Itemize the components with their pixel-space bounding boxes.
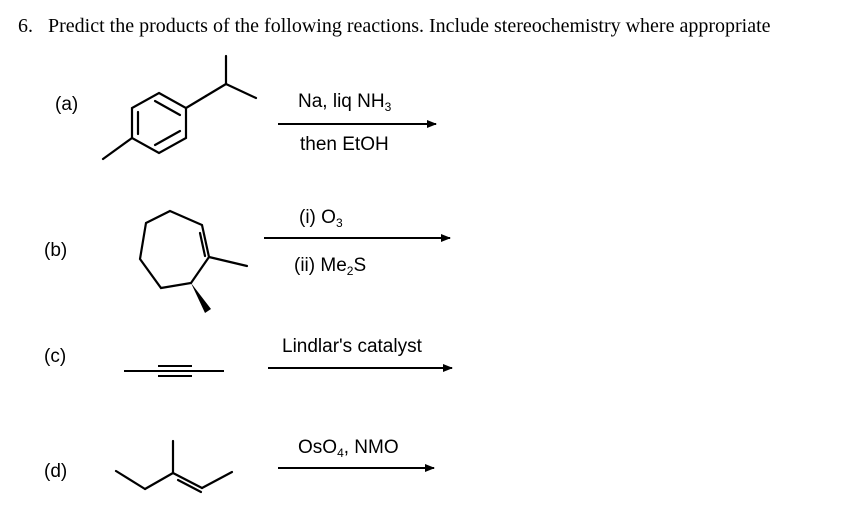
reaction-c-label: (c) (44, 346, 67, 367)
question-text: Predict the products of the following reactions. Include stereochemistry where appropriate (48, 15, 771, 37)
reaction-b-reagent-bottom: (ii) $Me_2S$ (294, 255, 367, 278)
structure-a-p-cymene (103, 56, 256, 159)
reaction-d-reagent-top: OsO$_4$, NMO (298, 437, 399, 460)
reaction-c-reagent-top: Lindlar's catalyst (282, 336, 422, 357)
reaction-d-label: (d) (44, 461, 68, 482)
reaction-a-reagent-bottom: then EtOH (300, 134, 389, 155)
reaction-a-reagent-top: Na, liq $NH_3$ (298, 91, 392, 114)
structure-c-alkyne (124, 366, 224, 376)
reaction-a-label: (a) (55, 94, 79, 115)
reaction-b-label: (b) (44, 240, 68, 261)
wedge-bond (191, 283, 211, 313)
reaction-b-reagent-top: (i) $O_3$ (299, 207, 343, 230)
question-number: 6. (18, 15, 33, 37)
structure-d-alkene (116, 441, 232, 492)
structure-b-methylcycloheptene (140, 211, 247, 288)
